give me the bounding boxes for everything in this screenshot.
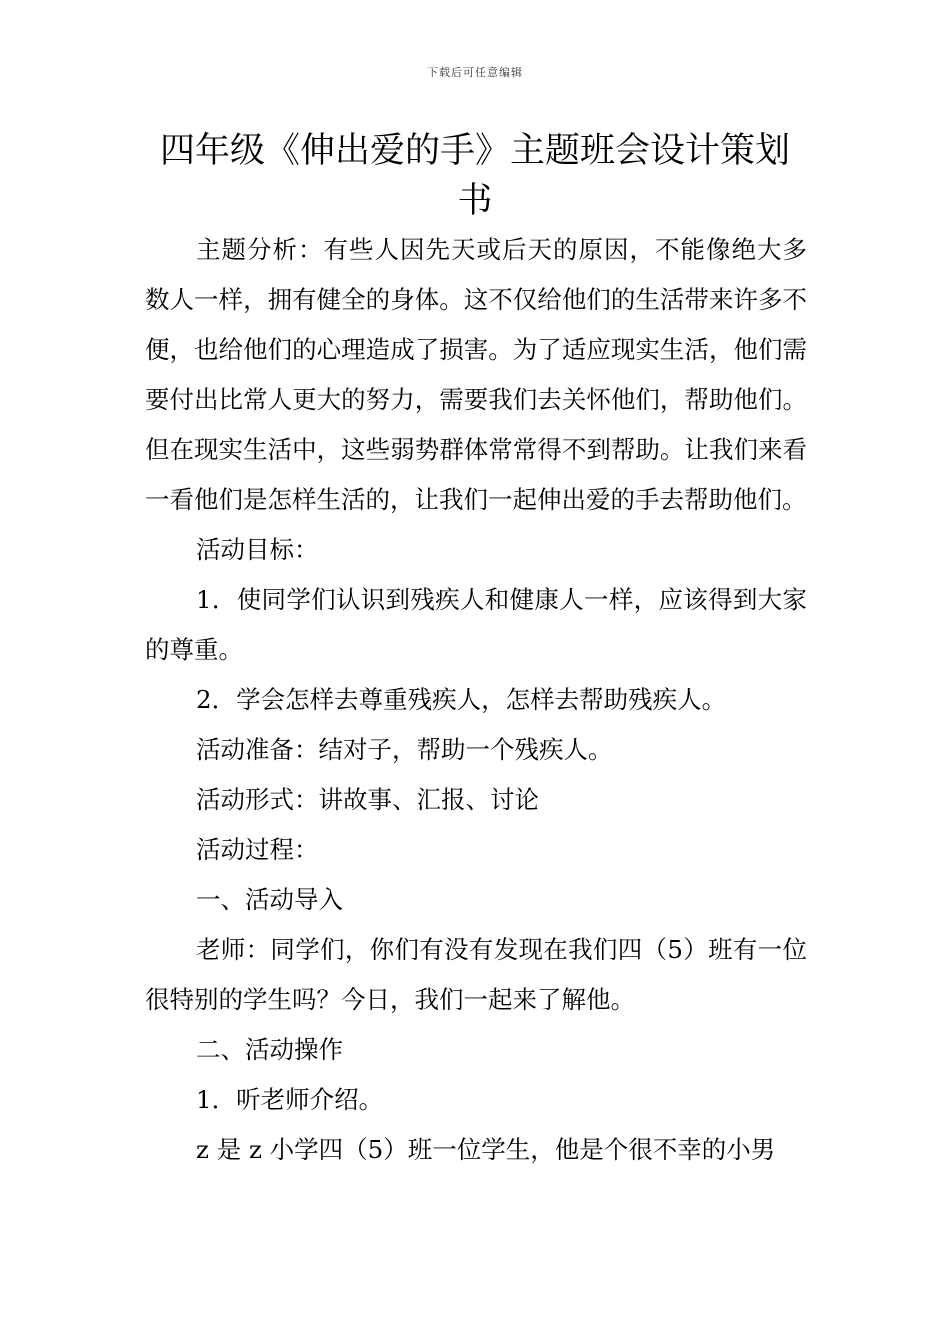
document-title: 四年级《伸出爱的手》主题班会设计策划书 — [159, 131, 790, 221]
paragraph-goals-heading: 活动目标： — [196, 535, 319, 564]
paragraph-step-1: 1．听老师介绍。 — [196, 1085, 384, 1114]
paragraph-section-2: 二、活动操作 — [196, 1035, 343, 1064]
paragraph-teacher-intro: 老师：同学们，你们有没有发现在我们四（5）班有一位很特别的学生吗？今日，我们一起来了解他。 — [145, 935, 807, 1014]
paragraph-process-heading: 活动过程： — [196, 835, 319, 864]
paragraph-format: 活动形式：讲故事、汇报、讨论 — [196, 785, 539, 814]
paragraph-goal-2: 2．学会怎样去尊重残疾人，怎样去帮助残疾人。 — [196, 685, 727, 714]
paragraph-preparation: 活动准备：结对子，帮助一个残疾人。 — [196, 735, 613, 764]
header-note: 下载后可任意编辑 — [427, 66, 523, 79]
paragraph-student-story: z 是 z 小学四（5）班一位学生，他是个很不幸的小男 — [196, 1135, 776, 1164]
document-body — [145, 225, 807, 1175]
paragraph-theme-analysis: 主题分析：有些人因先天或后天的原因，不能像绝大多数人一样，拥有健全的身体。这不仅给他们的生活带来许多不便，也给他们的心理造成了损害。为了适应现实生活，他们需要付出比常人更大的努力，需要我们去关怀他们，帮助他们。但在现实生活中，这些弱势群体常常得不到帮助。让我们来看一看他们是怎样生活的，让我们一起伸出爱的手去帮助他们。 — [145, 235, 807, 514]
paragraph-goal-1: 1．使同学们认识到残疾人和健康人一样，应该得到大家的尊重。 — [145, 585, 807, 664]
paragraph-section-1: 一、活动导入 — [196, 885, 343, 914]
